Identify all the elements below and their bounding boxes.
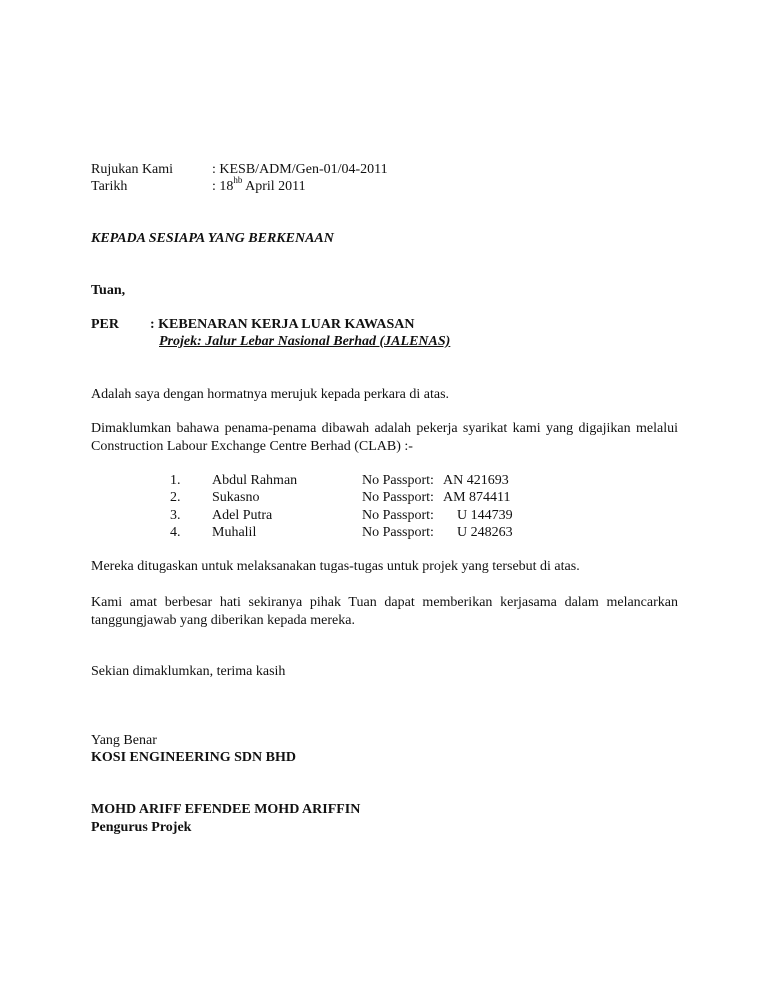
subject-label: PER xyxy=(91,317,119,332)
date-ordinal: hb xyxy=(233,175,243,186)
passport-number: U 144739 xyxy=(457,508,513,523)
salutation: Tuan, xyxy=(91,283,126,298)
paragraph-intro: Adalah saya dengan hormatnya merujuk kepada perkara di atas. xyxy=(91,387,450,402)
worker-name: Muhalil xyxy=(212,525,257,540)
passport-number: AN 421693 xyxy=(443,473,509,488)
worker-number: 4. xyxy=(170,525,181,540)
worker-number: 2. xyxy=(170,490,181,505)
paragraph-cooperation: Kami amat berbesar hati sekiranya pihak Tuan dapat memberikan kerjasama dalam melancarkan tanggungjawab yang diberikan kepada mereka. xyxy=(91,595,678,628)
passport-label: No Passport: xyxy=(362,490,434,505)
valediction: Yang Benar xyxy=(91,733,157,748)
subject-title: : KEBENARAN KERJA LUAR KAWASAN xyxy=(150,317,415,332)
signatory-position: Pengurus Projek xyxy=(91,820,192,835)
date-label: Tarikh xyxy=(91,179,128,194)
paragraph-assignment: Mereka ditugaskan untuk melaksanakan tugas-tugas untuk projek yang tersebut di atas. xyxy=(91,559,580,574)
passport-number: U 248263 xyxy=(457,525,513,540)
passport-label: No Passport: xyxy=(362,508,434,523)
worker-name: Adel Putra xyxy=(212,508,273,523)
worker-number: 1. xyxy=(170,473,181,488)
paragraph-workers-intro: Dimaklumkan bahawa penama-penama dibawah adalah pekerja syarikat kami yang digajikan melalui Construction Labour Exchange Centre Berhad (CLAB) :- xyxy=(91,421,678,454)
reference-label: Rujukan Kami xyxy=(91,162,174,177)
date-value xyxy=(212,175,306,196)
signatory-name: MOHD ARIFF EFENDEE MOHD ARIFFIN xyxy=(91,802,361,817)
company-name: KOSI ENGINEERING SDN BHD xyxy=(91,750,296,765)
passport-label: No Passport: xyxy=(362,525,434,540)
date-prefix: : 18 xyxy=(212,179,234,194)
date-rest: April 2011 xyxy=(242,179,306,194)
paragraph-closing: Sekian dimaklumkan, terima kasih xyxy=(91,664,286,679)
worker-number: 3. xyxy=(170,508,181,523)
worker-name: Sukasno xyxy=(212,490,260,505)
subject-project: Projek: Jalur Lebar Nasional Berhad (JALENAS) xyxy=(159,334,451,349)
passport-label: No Passport: xyxy=(362,473,434,488)
reference-value: : KESB/ADM/Gen-01/04-2011 xyxy=(212,162,388,177)
passport-number: AM 874411 xyxy=(443,490,511,505)
worker-name: Abdul Rahman xyxy=(212,473,298,488)
addressee: KEPADA SESIAPA YANG BERKENAAN xyxy=(91,231,334,246)
